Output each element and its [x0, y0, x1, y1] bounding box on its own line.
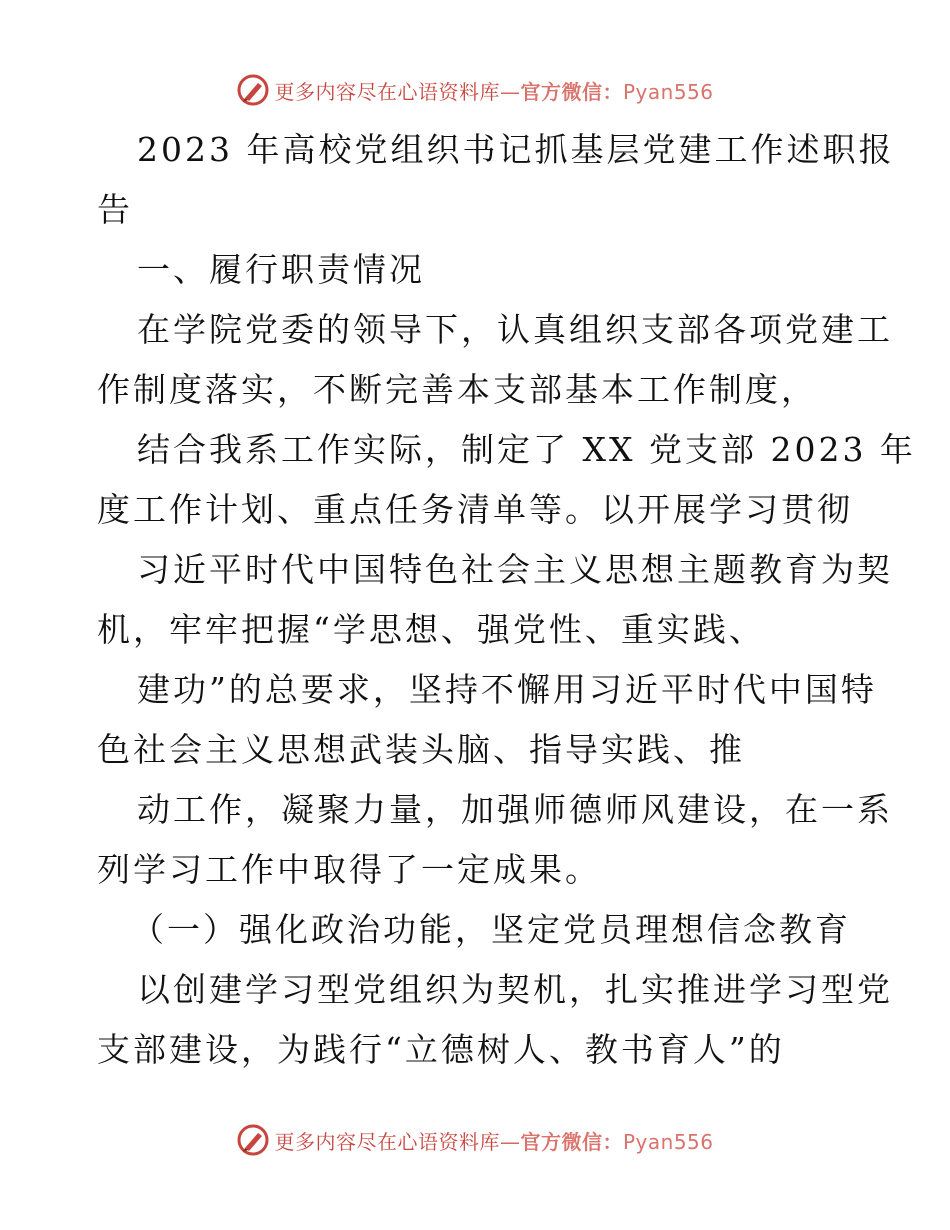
banner-main: 更多内容尽在心语资料库: [274, 79, 500, 104]
text-line: 支部建设，为践行“立德树人、教书育人”的: [97, 1030, 785, 1069]
text-line: 习近平时代中国特色社会主义思想主题教育为契: [137, 550, 893, 589]
text-line: 机，牢牢把握“学思想、强党性、重实践、: [97, 610, 765, 649]
text-line: 在学院党委的领导下，认真组织支部各项党建工: [137, 310, 893, 349]
banner-label: 官方微信：: [520, 79, 623, 104]
footer-banner: [0, 1120, 950, 1160]
text-line: 列学习工作中取得了一定成果。: [97, 850, 601, 889]
banner-label: 官方微信：: [520, 1129, 623, 1154]
text-line: 建功”的总要求，坚持不懈用习近平时代中国特: [137, 670, 877, 709]
text-line: 度工作计划、重点任务清单等。以开展学习贯彻: [97, 490, 853, 529]
banner-separator: —: [499, 79, 521, 104]
text-line: 作制度落实，不断完善本支部基本工作制度，: [97, 370, 817, 409]
banner-separator: —: [499, 1129, 521, 1154]
section-heading: 一、履行职责情况: [137, 250, 425, 289]
text-line: 色社会主义思想武装头脑、指导实践、推: [97, 730, 745, 769]
banner-text: [274, 1126, 713, 1155]
text-line: 以创建学习型党组织为契机，扎实推进学习型党: [137, 970, 893, 1009]
header-banner: [0, 70, 950, 110]
document-body: [97, 120, 916, 1080]
title-line-2: 告: [97, 190, 133, 229]
subsection-heading: （一）强化政治功能，坚定党员理想信念教育: [131, 910, 851, 949]
pen-logo-icon: [236, 73, 270, 107]
banner-text: [274, 76, 713, 105]
text-line: 结合我系工作实际，制定了 XX 党支部 2023 年: [137, 430, 916, 469]
pen-logo-icon: [236, 1123, 270, 1157]
banner-wechat: Pyan556: [622, 1129, 714, 1154]
banner-wechat: Pyan556: [622, 79, 714, 104]
title-line-1: 2023 年高校党组织书记抓基层党建工作述职报: [137, 130, 895, 169]
banner-main: 更多内容尽在心语资料库: [274, 1129, 500, 1154]
text-line: 动工作，凝聚力量，加强师德师风建设，在一系: [137, 790, 893, 829]
